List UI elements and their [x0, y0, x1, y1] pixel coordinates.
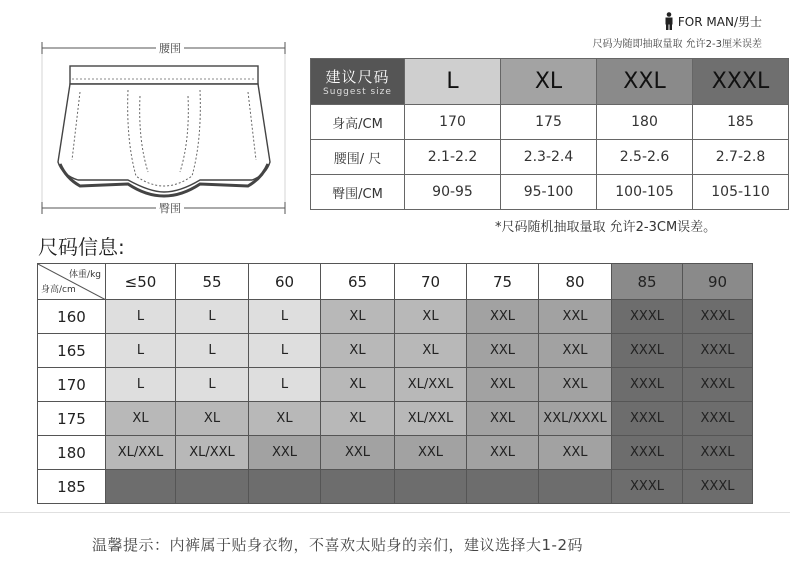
size-cell: XL [321, 368, 395, 402]
measure-note: 尺码为随即抽取量取 允许2-3厘米误差 [592, 39, 762, 50]
size-cell: XL/XXL [106, 436, 176, 470]
size-cell: XL/XXL [395, 368, 467, 402]
size-cell [249, 470, 321, 504]
grid-row [38, 368, 753, 402]
size-cell: XXXL [683, 368, 753, 402]
size-cell: XXXL [683, 300, 753, 334]
size-cell: XL [249, 402, 321, 436]
size-cell: XXL [467, 368, 539, 402]
size-cell: XXXL [612, 470, 683, 504]
weight-header: 60 [249, 264, 321, 300]
size-cell: L [106, 334, 176, 368]
underwear-outline-icon [0, 0, 300, 220]
size-cell: L [176, 300, 249, 334]
size-header-xl: XL [501, 59, 597, 105]
size-cell: L [249, 368, 321, 402]
size-header-xxxl: XXXL [693, 59, 789, 105]
man-icon [664, 12, 674, 30]
size-header-xxl: XXL [597, 59, 693, 105]
value-cell: 90-95 [405, 175, 501, 210]
hip-label: 臀围 [156, 200, 184, 216]
size-cell: XL/XXL [395, 402, 467, 436]
size-cell: XL [321, 402, 395, 436]
height-cell: 175 [38, 402, 106, 436]
grid-row [38, 470, 753, 504]
weight-header: 85 [612, 264, 683, 300]
size-cell: XXXL [683, 470, 753, 504]
size-cell [321, 470, 395, 504]
height-cell: 180 [38, 436, 106, 470]
height-axis-label: 身高/cm [41, 285, 76, 295]
size-cell: XXL [467, 300, 539, 334]
size-cell: XXXL [612, 436, 683, 470]
suggest-size-table [310, 58, 789, 210]
value-cell: 95-100 [501, 175, 597, 210]
value-cell: 100-105 [597, 175, 693, 210]
value-cell: 2.3-2.4 [501, 140, 597, 175]
size-cell: XXL [539, 368, 612, 402]
underwear-diagram [0, 0, 300, 220]
suggest-row-height [311, 105, 789, 140]
size-cell [539, 470, 612, 504]
size-cell: XXXL [612, 334, 683, 368]
suggest-corner [311, 59, 405, 105]
height-cell: 185 [38, 470, 106, 504]
size-cell [467, 470, 539, 504]
size-cell: XXXL [683, 402, 753, 436]
value-cell: 175 [501, 105, 597, 140]
size-cell: L [249, 300, 321, 334]
size-info-title: 尺码信息: [38, 235, 125, 259]
waist-label: 腰围 [156, 40, 184, 56]
size-cell: XXXL [683, 436, 753, 470]
size-cell: XXXL [683, 334, 753, 368]
row-label: 腰围/ 尺 [311, 140, 405, 175]
for-man-label: FOR MAN/男士 [677, 14, 762, 29]
grid-row [38, 436, 753, 470]
value-cell: 2.1-2.2 [405, 140, 501, 175]
size-grid-table [37, 263, 753, 504]
size-header-l: L [405, 59, 501, 105]
size-cell: XXL [467, 334, 539, 368]
value-cell: 170 [405, 105, 501, 140]
divider [0, 512, 790, 513]
size-cell: XXXL [612, 300, 683, 334]
suggest-subtitle: Suggest size [323, 87, 392, 97]
grid-corner [38, 264, 106, 300]
value-cell: 2.5-2.6 [597, 140, 693, 175]
weight-header: 80 [539, 264, 612, 300]
size-cell: L [176, 334, 249, 368]
size-cell: XL/XXL [176, 436, 249, 470]
size-cell: XL [395, 334, 467, 368]
grid-row [38, 300, 753, 334]
size-cell: XXL [539, 334, 612, 368]
grid-row [38, 334, 753, 368]
size-cell: XXXL [612, 402, 683, 436]
suggest-row-hip [311, 175, 789, 210]
size-cell: XXL [321, 436, 395, 470]
grid-row [38, 402, 753, 436]
weight-header: 70 [395, 264, 467, 300]
weight-header: 75 [467, 264, 539, 300]
size-cell: XXXL [612, 368, 683, 402]
size-cell: XL [321, 300, 395, 334]
height-cell: 165 [38, 334, 106, 368]
size-cell: L [106, 300, 176, 334]
size-cell: XXL [467, 436, 539, 470]
value-cell: 105-110 [693, 175, 789, 210]
height-cell: 160 [38, 300, 106, 334]
size-cell: XL [395, 300, 467, 334]
row-label: 身高/CM [311, 105, 405, 140]
size-cell: L [106, 368, 176, 402]
weight-header: 65 [321, 264, 395, 300]
value-cell: 2.7-2.8 [693, 140, 789, 175]
size-cell [176, 470, 249, 504]
size-cell: XXL [539, 436, 612, 470]
value-cell: 185 [693, 105, 789, 140]
weight-header: ≤50 [106, 264, 176, 300]
size-cell: XXL/XXXL [539, 402, 612, 436]
size-cell: XXL [539, 300, 612, 334]
row-label: 臀围/CM [311, 175, 405, 210]
size-cell [106, 470, 176, 504]
weight-header: 90 [683, 264, 753, 300]
weight-axis-label: 体重/kg [69, 270, 101, 280]
man-note-block [592, 12, 762, 50]
size-cell: XXL [395, 436, 467, 470]
suggest-row-waist [311, 140, 789, 175]
warm-tip: 温馨提示：内裤属于贴身衣物，不喜欢太贴身的亲们，建议选择大1-2码 [92, 536, 584, 554]
value-cell: 180 [597, 105, 693, 140]
size-cell: XL [176, 402, 249, 436]
size-cell: L [176, 368, 249, 402]
height-cell: 170 [38, 368, 106, 402]
size-cell: XXL [467, 402, 539, 436]
size-cell: L [249, 334, 321, 368]
size-cell: XL [106, 402, 176, 436]
size-cell: XL [321, 334, 395, 368]
grid-header-row [38, 264, 753, 300]
size-cell [395, 470, 467, 504]
size-cell: XXL [249, 436, 321, 470]
weight-header: 55 [176, 264, 249, 300]
suggest-title: 建议尺码 [325, 68, 390, 86]
suggest-note: *尺码随机抽取量取 允许2-3CM误差。 [495, 220, 717, 235]
